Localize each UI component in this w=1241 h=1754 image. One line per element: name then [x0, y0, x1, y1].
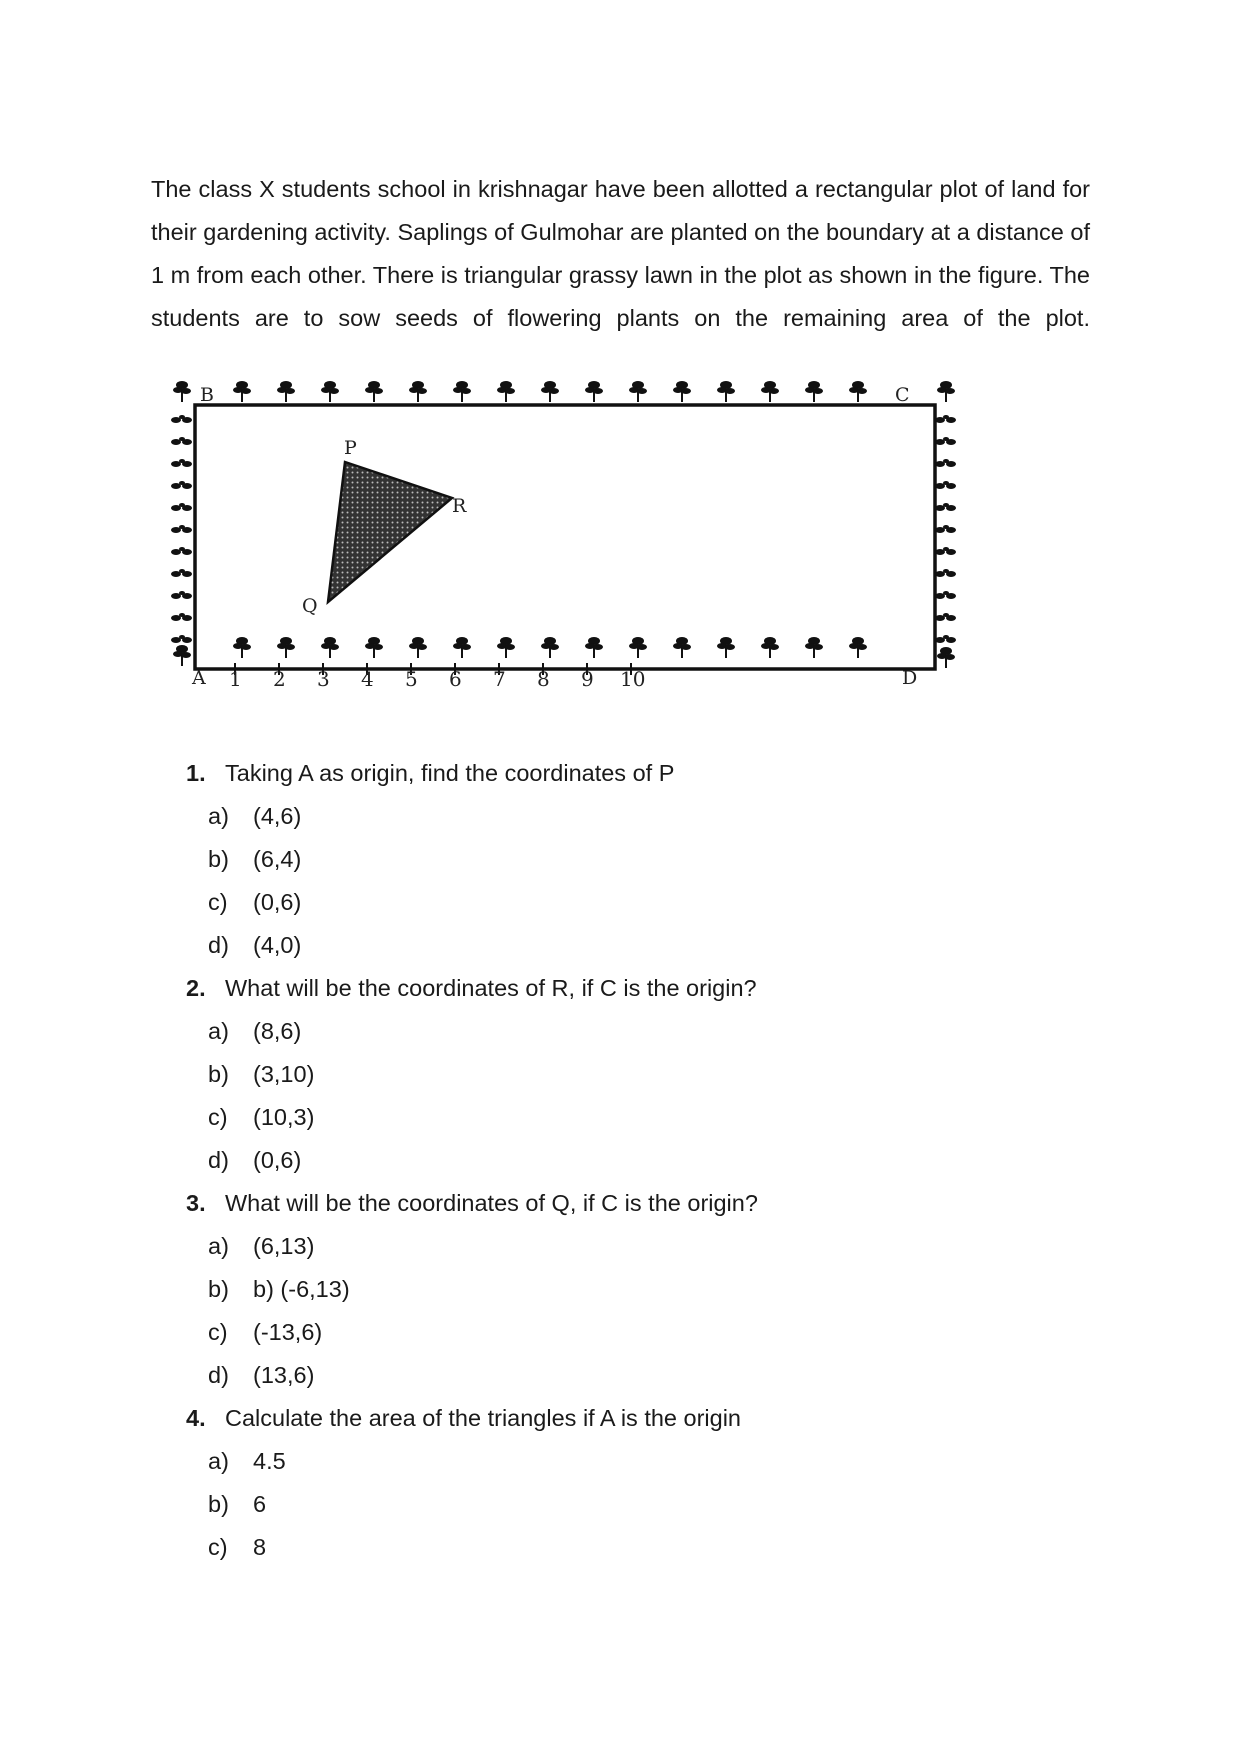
axis-number: 2 — [273, 667, 286, 691]
option-text: 6 — [253, 1491, 267, 1517]
answer-option — [186, 1139, 1086, 1182]
question-number: 2. — [186, 975, 206, 1001]
option-letter: b) — [208, 846, 229, 872]
option-text: (0,6) — [253, 889, 302, 915]
question-number: 4. — [186, 1405, 206, 1431]
option-letter: b) — [208, 1276, 229, 1302]
question-text: Taking A as origin, find the coordinates of P — [225, 760, 675, 786]
passage-text: The class X students school in krishnagar have been allotted a rectangular plot of land for their gardening activity. Saplings of Gulmohar are planted on the boundary at a distance of 1 m from each other. There is triangular grassy lawn in the plot as shown in the figure. The students are to sow seeds of flowering plants on the remaining area of the plot. — [151, 175, 1090, 331]
axis-number: 9 — [581, 667, 594, 691]
corner-label-b: B — [200, 384, 214, 406]
left-saplings — [171, 415, 192, 643]
answer-option — [186, 1354, 1086, 1397]
answer-option — [186, 1053, 1086, 1096]
option-letter: a) — [208, 1018, 229, 1044]
option-letter: c) — [208, 1319, 228, 1345]
answer-option — [186, 1311, 1086, 1354]
option-letter: b) — [208, 1061, 229, 1087]
answer-option — [186, 1096, 1086, 1139]
option-text: (-13,6) — [253, 1319, 323, 1345]
triangular-lawn — [328, 462, 452, 602]
question-text: What will be the coordinates of R, if C is the origin? — [225, 975, 757, 1001]
option-letter: a) — [208, 1448, 229, 1474]
answer-option — [186, 1010, 1086, 1053]
axis-number: 6 — [449, 667, 462, 691]
question-text: Calculate the area of the triangles if A is the origin — [225, 1405, 742, 1431]
question-number: 3. — [186, 1190, 206, 1216]
question-list — [186, 752, 1086, 1569]
vertex-label-p: P — [344, 437, 357, 459]
option-text: (13,6) — [253, 1362, 315, 1388]
axis-number: 10 — [620, 667, 646, 691]
axis-number: 1 — [229, 667, 242, 691]
question-4 — [186, 1397, 1086, 1569]
option-text: 4.5 — [253, 1448, 286, 1474]
question-2 — [186, 967, 1086, 1182]
answer-option — [186, 1483, 1086, 1526]
bottom-saplings — [173, 637, 955, 668]
question-1 — [186, 752, 1086, 967]
option-letter: c) — [208, 1534, 228, 1560]
option-letter: a) — [208, 1233, 229, 1259]
answer-option — [186, 924, 1086, 967]
option-letter: c) — [208, 1104, 228, 1130]
question-3 — [186, 1182, 1086, 1397]
answer-option — [186, 1526, 1086, 1569]
answer-option — [186, 795, 1086, 838]
option-text: b) (-6,13) — [253, 1276, 350, 1302]
question-stem — [186, 752, 1086, 795]
axis-number: 5 — [405, 667, 418, 691]
option-text: (8,6) — [253, 1018, 302, 1044]
option-letter: d) — [208, 1147, 229, 1173]
question-number: 1. — [186, 760, 206, 786]
axis-number: 8 — [537, 667, 550, 691]
option-letter: b) — [208, 1491, 229, 1517]
corner-label-d: D — [902, 667, 918, 689]
garden-plot-diagram — [160, 370, 960, 700]
corner-label-c: C — [895, 384, 910, 406]
question-stem — [186, 1397, 1086, 1440]
answer-option — [186, 1268, 1086, 1311]
question-stem — [186, 1182, 1086, 1225]
garden-plot-figure — [160, 370, 960, 700]
axis-number: 3 — [317, 667, 330, 691]
top-saplings — [173, 381, 955, 402]
option-letter: d) — [208, 932, 229, 958]
answer-option — [186, 1440, 1086, 1483]
answer-option — [186, 1225, 1086, 1268]
corner-label-a: A — [192, 667, 206, 689]
option-letter: a) — [208, 803, 229, 829]
vertex-label-q: Q — [302, 595, 318, 617]
vertex-label-r: R — [452, 495, 467, 517]
plot-boundary — [195, 405, 935, 669]
right-saplings — [935, 415, 956, 643]
question-text: What will be the coordinates of Q, if C is the origin? — [225, 1190, 758, 1216]
option-text: 8 — [253, 1534, 267, 1560]
axis-number: 7 — [493, 667, 506, 691]
option-text: (10,3) — [253, 1104, 315, 1130]
question-stem — [186, 967, 1086, 1010]
axis-number: 4 — [361, 667, 374, 691]
option-text: (4,0) — [253, 932, 302, 958]
option-text: (6,13) — [253, 1233, 315, 1259]
option-text: (6,4) — [253, 846, 302, 872]
option-text: (0,6) — [253, 1147, 302, 1173]
option-text: (3,10) — [253, 1061, 315, 1087]
option-text: (4,6) — [253, 803, 302, 829]
option-letter: d) — [208, 1362, 229, 1388]
answer-option — [186, 881, 1086, 924]
option-letter: c) — [208, 889, 228, 915]
answer-option — [186, 838, 1086, 881]
